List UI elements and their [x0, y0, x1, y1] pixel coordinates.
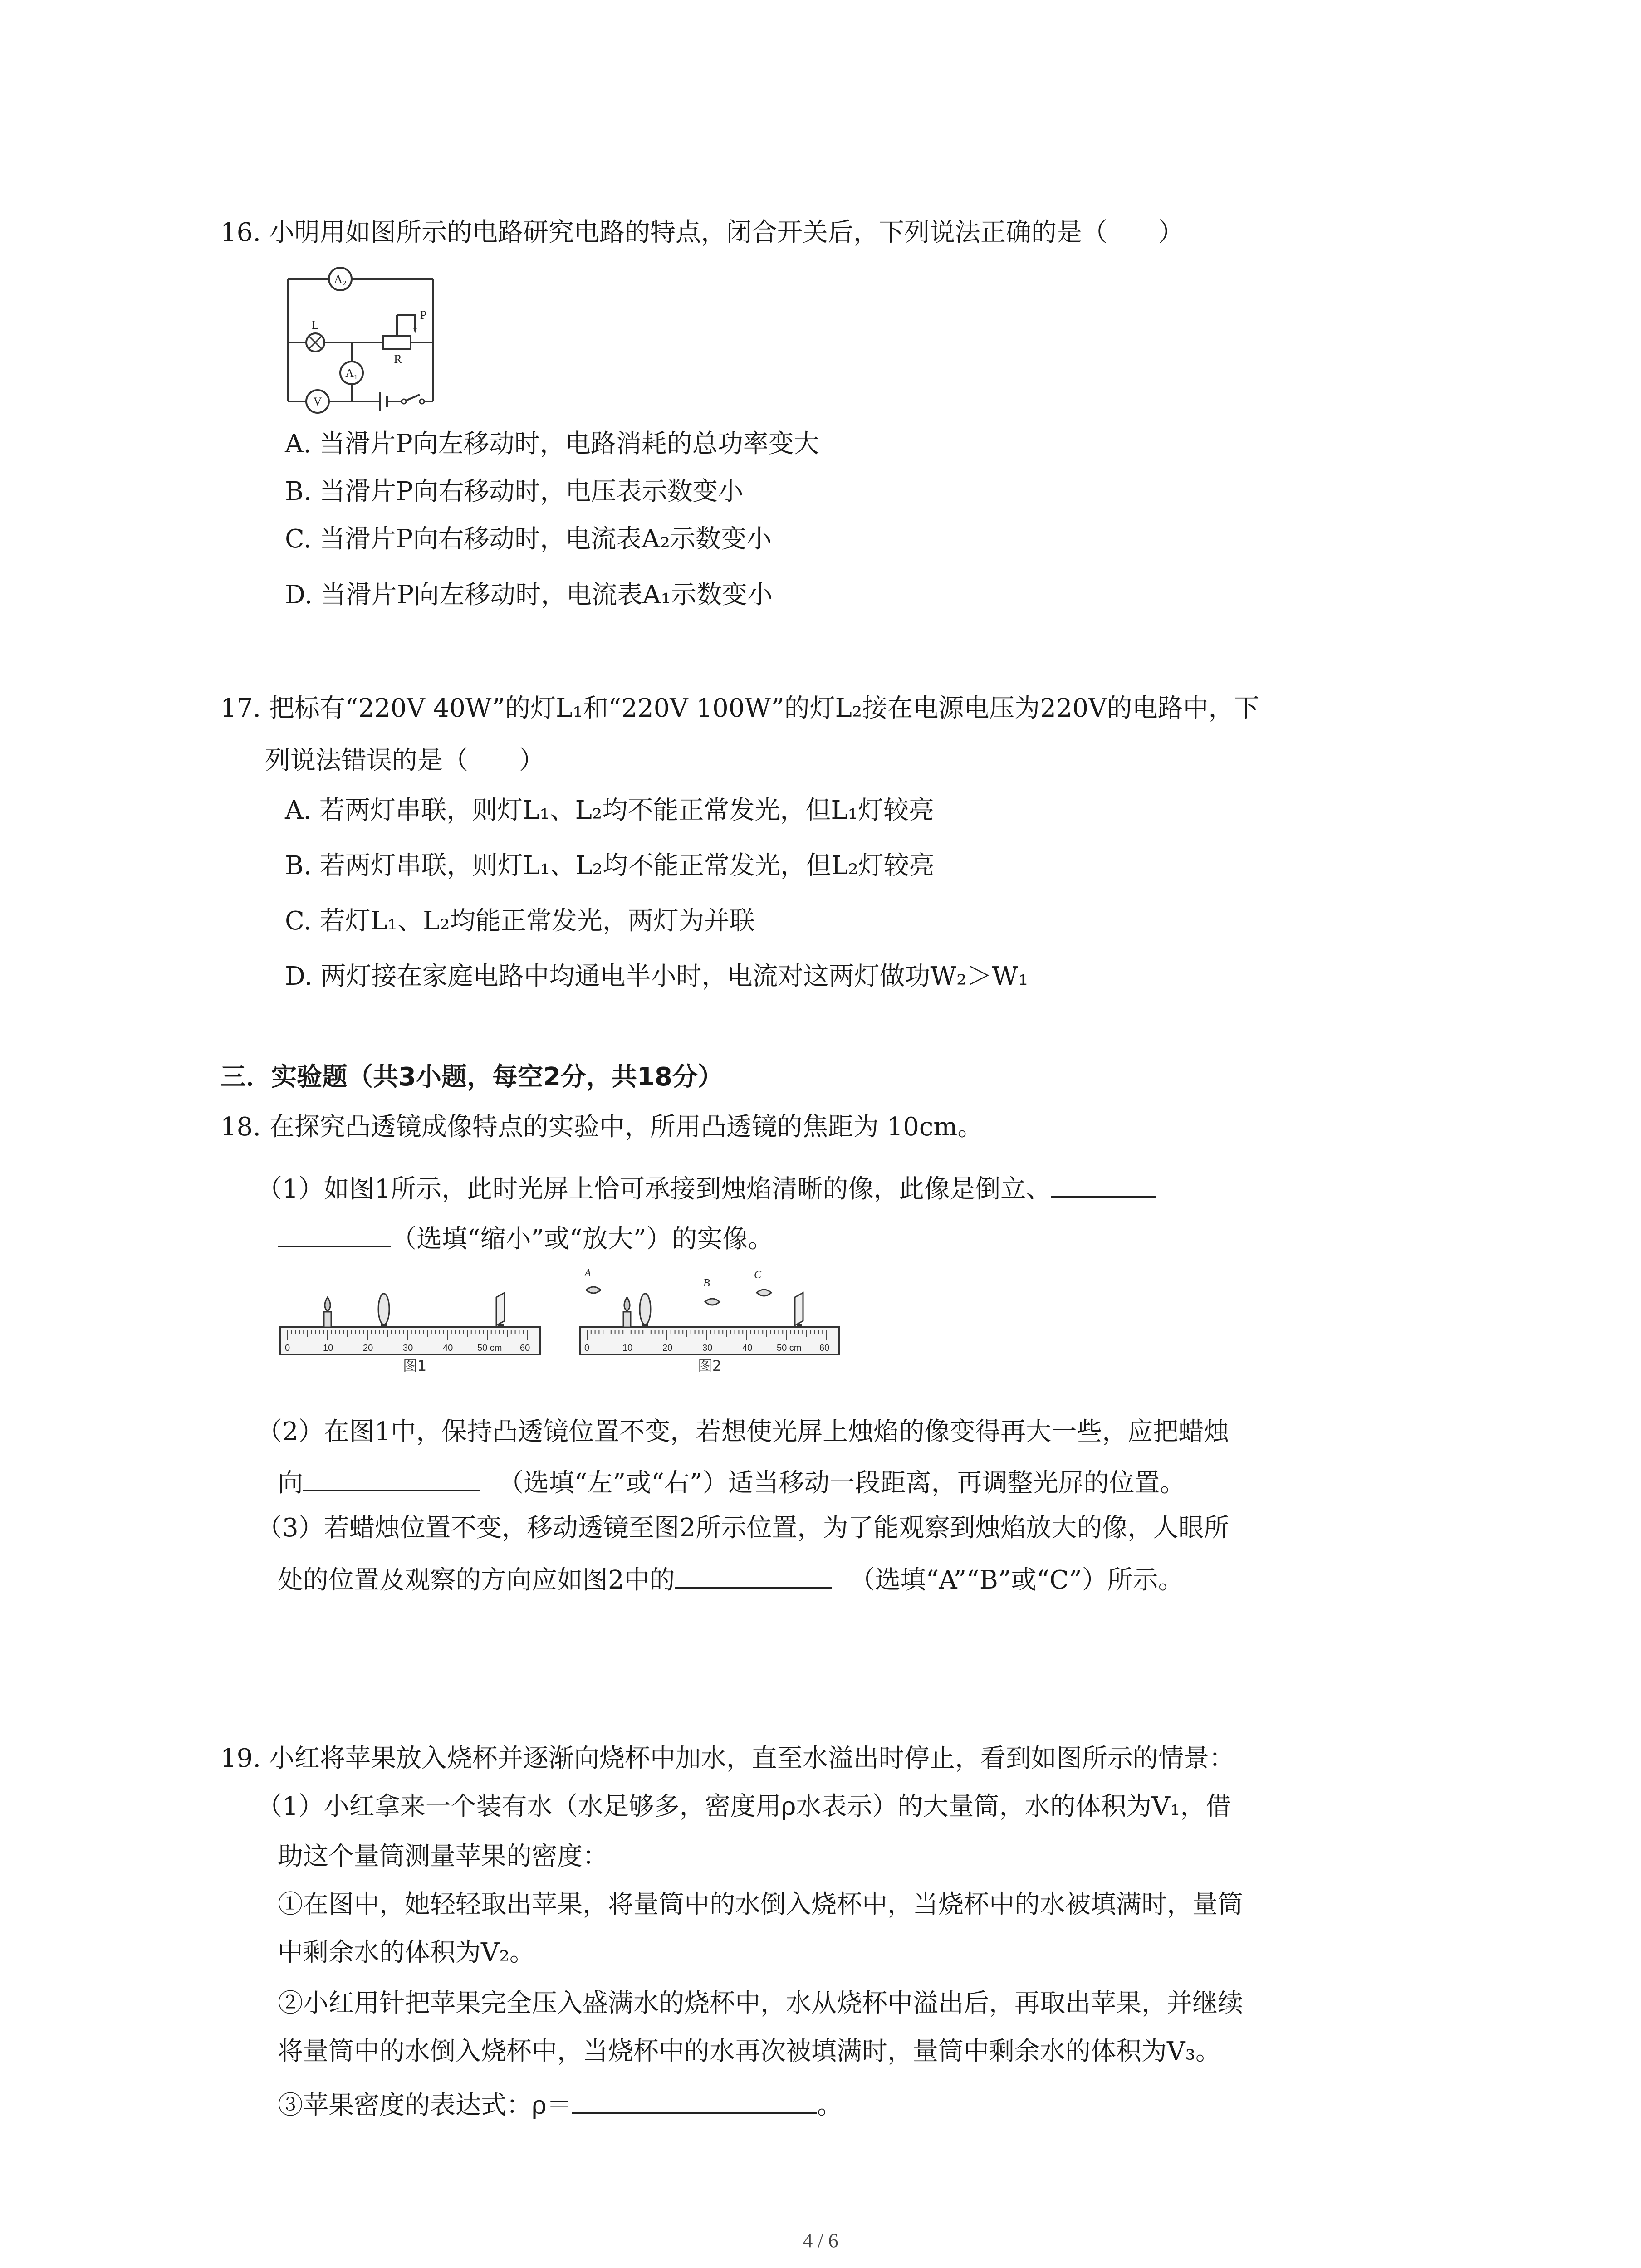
fig1-tick-60: 60: [520, 1343, 530, 1353]
fig2-label-a: A: [584, 1267, 591, 1279]
q18-part3-line1: （3）若蜡烛位置不变，移动透镜至图2所示位置，为了能观察到烛焰放大的像，人眼所: [257, 1513, 1230, 1543]
figure-2-optical-bench: [578, 1261, 841, 1372]
q17-option-c: C. 若灯L₁、L₂均能正常发光，两灯为并联: [285, 906, 755, 936]
q18-blank-2[interactable]: [303, 1464, 480, 1491]
figure-1-optical-bench: [279, 1270, 542, 1372]
q16-circuit-diagram: [279, 265, 442, 415]
page-number: 4 / 6: [803, 2229, 838, 2252]
eye-b-icon: [705, 1299, 720, 1305]
q16-option-a: A. 当滑片P向左移动时，电路消耗的总功率变大: [285, 429, 819, 459]
section-3-title: 三．实验题（共3小题，每空2分，共18分）: [220, 1062, 723, 1092]
fig2-label-b: B: [703, 1277, 710, 1289]
q16-option-b: B. 当滑片P向右移动时，电压表示数变小: [285, 477, 744, 506]
q18-part1-text: （1）如图1所示，此时光屏上恰可承接到烛焰清晰的像，此像是倒立、: [257, 1174, 1052, 1204]
fig1-tick-10: 10: [323, 1343, 333, 1353]
fig1-tick-40: 40: [443, 1343, 453, 1353]
figure-1-caption: 图1: [402, 1357, 427, 1372]
fig2-convex-lens-icon: [640, 1294, 651, 1327]
fig2-tick-20: 20: [662, 1343, 673, 1353]
q17-option-d: D. 两灯接在家庭电路中均通电半小时，电流对这两灯做功W₂＞W₁: [285, 962, 1029, 991]
q18-part2-line1: （2）在图1中，保持凸透镜位置不变，若想使光屏上烛焰的像变得再大一些，应把蜡烛: [257, 1417, 1230, 1447]
fig2-tick-10: 10: [622, 1343, 633, 1353]
fig2-tick-60: 60: [819, 1343, 830, 1353]
q18-part2-pre: 向: [278, 1468, 303, 1498]
q18-part3-line2: [278, 1561, 1184, 1596]
fig2-tick-40: 40: [742, 1343, 753, 1353]
lamp-label: L: [312, 318, 319, 332]
q18-part2-post: （选填“左”或“右”）适当移动一段距离，再调整光屏的位置。: [498, 1468, 1185, 1498]
fig1-tick-50: 50 cm: [477, 1343, 502, 1353]
q17-option-a: A. 若两灯串联，则灯L₁、L₂均不能正常发光，但L₁灯较亮: [285, 796, 934, 825]
fig2-tick-0: 0: [584, 1343, 590, 1353]
q16-option-d: D. 当滑片P向左移动时，电流表A₁示数变小: [285, 580, 773, 610]
q16-stem: 16. 小明用如图所示的电路研究电路的特点，闭合开关后，下列说法正确的是（ ）: [220, 218, 1184, 247]
q18-part3-post: （选填“A”“B”或“C”）所示。: [849, 1565, 1184, 1595]
q19-step1-line1: ①在图中，她轻轻取出苹果，将量筒中的水倒入烧杯中，当烧杯中的水被填满时，量筒: [278, 1890, 1243, 1919]
fig2-tick-50: 50 cm: [777, 1343, 802, 1353]
a2-label: A₂: [334, 273, 347, 286]
q17-stem-line1: 17. 把标有“220V 40W”的灯L₁和“220V 100W”的灯L₂接在电源电压为220V的电路中，下: [220, 694, 1259, 723]
q18-part1-text2: （选填“缩小”或“放大”）的实像。: [391, 1224, 774, 1254]
eye-a-icon: [586, 1287, 601, 1293]
fig1-tick-20: 20: [363, 1343, 373, 1353]
q18-part2-line2: [278, 1464, 1185, 1499]
q18-part1-line2: [278, 1220, 774, 1255]
q19-part1-line2: 助这个量筒测量苹果的密度：: [278, 1842, 608, 1871]
q19-step1-line2: 中剩余水的体积为V₂。: [278, 1938, 535, 1967]
fig2-candle-icon: [623, 1297, 631, 1327]
q19-step2-line1: ②小红用针把苹果完全压入盛满水的烧杯中，水从烧杯中溢出后，再取出苹果，并继续: [278, 1989, 1243, 2018]
q19-stem: 19. 小红将苹果放入烧杯并逐渐向烧杯中加水，直至水溢出时停止，看到如图所示的情景：: [220, 1744, 1234, 1773]
q16-option-c: C. 当滑片P向右移动时，电流表A₂示数变小: [285, 524, 772, 554]
q17-stem-line2: 列说法错误的是（ ）: [265, 746, 544, 775]
fig2-label-c: C: [754, 1269, 762, 1281]
q18-part3-pre: 处的位置及观察的方向应如图2中的: [278, 1565, 675, 1595]
q18-stem: 18. 在探究凸透镜成像特点的实验中，所用凸透镜的焦距为 10cm。: [220, 1112, 983, 1142]
fig1-tick-30: 30: [403, 1343, 413, 1353]
q17-option-b: B. 若两灯串联，则灯L₁、L₂均不能正常发光，但L₂灯较亮: [285, 851, 935, 880]
q19-blank-density[interactable]: [572, 2087, 817, 2114]
q18-blank-3[interactable]: [675, 1561, 832, 1589]
figure-2-caption: 图2: [697, 1357, 722, 1372]
slider-label: P: [420, 308, 427, 322]
candle-icon: [324, 1297, 331, 1327]
rheostat-label: R: [394, 352, 402, 366]
convex-lens-icon: [378, 1294, 389, 1327]
a1-label: A₁: [345, 367, 358, 380]
q18-blank-1a[interactable]: [1051, 1170, 1156, 1198]
q19-step2-line2: 将量筒中的水倒入烧杯中，当烧杯中的水再次被填满时，量筒中剩余水的体积为V₃。: [278, 2037, 1221, 2066]
eye-c-icon: [757, 1290, 771, 1296]
q18-part1-line1: [257, 1170, 1156, 1205]
q19-step3-post: 。: [817, 2091, 843, 2120]
fig1-tick-0: 0: [285, 1343, 290, 1353]
q19-part1-line1: （1）小红拿来一个装有水（水足够多，密度用ρ水表示）的大量筒，水的体积为V₁，借: [257, 1792, 1231, 1821]
light-screen-icon: [496, 1293, 505, 1327]
q19-step3-line: [278, 2087, 843, 2121]
fig2-light-screen-icon: [795, 1293, 803, 1327]
v-label: V: [313, 395, 322, 408]
fig2-tick-30: 30: [702, 1343, 713, 1353]
q19-step3-pre: ③苹果密度的表达式：ρ＝: [278, 2091, 572, 2120]
q18-blank-1b[interactable]: [278, 1220, 391, 1247]
